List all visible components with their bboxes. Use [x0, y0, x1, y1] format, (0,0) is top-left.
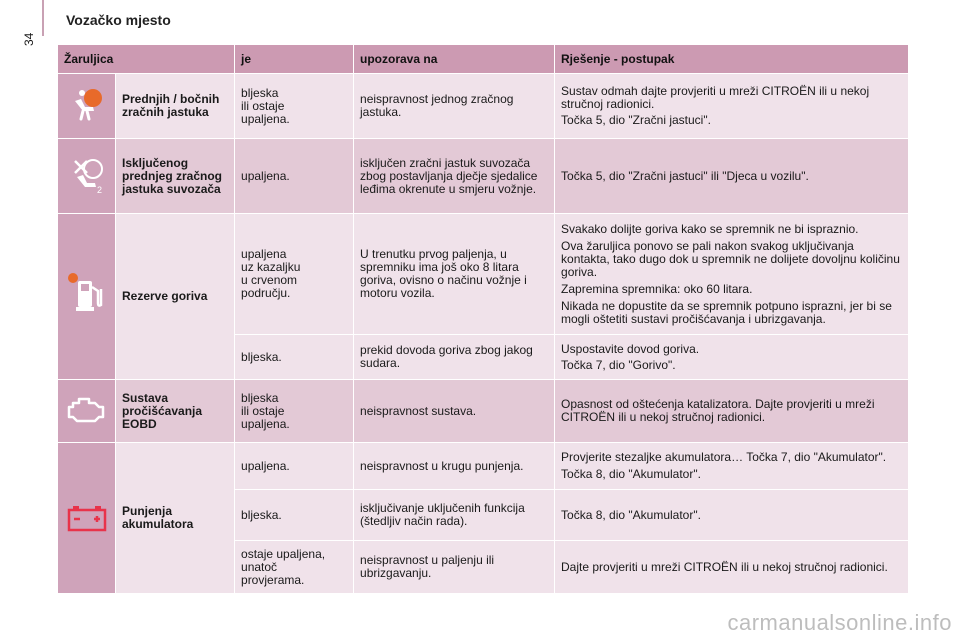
- solution-cell: Sustav odmah dajte provjeriti u mreži CITROËN ili u nekoj stručnoj radionici. Točka 5, dio "Zračni jastuci".: [555, 74, 908, 138]
- side-rule: [42, 0, 44, 36]
- table-row: [58, 380, 908, 442]
- icon-cell: [58, 139, 115, 213]
- light-name: Sustava pročišćavanja EOBD: [116, 380, 234, 442]
- state-cell: upaljena.: [235, 443, 353, 489]
- warning-cell: isključivanje uključenih funkcija (štedljiv način rada).: [354, 490, 554, 540]
- icon-cell: [58, 443, 115, 593]
- state-cell: upaljena uz kazaljku u crvenom području.: [235, 214, 353, 334]
- header-zaruljica: Žaruljica: [58, 45, 234, 73]
- state-cell: bljeska.: [235, 490, 353, 540]
- passenger-airbag-off-icon: [67, 155, 107, 195]
- battery-icon: [65, 502, 109, 532]
- state-cell: bljeska.: [235, 335, 353, 379]
- header-rjesenje: Rješenje - postupak: [555, 45, 908, 73]
- light-name: Rezerve goriva: [116, 214, 234, 379]
- solution-cell: Točka 8, dio "Akumulator".: [555, 490, 908, 540]
- icon-cell: [58, 74, 115, 138]
- table-row: [58, 443, 908, 489]
- icon-cell: [58, 214, 115, 379]
- warning-cell: neispravnost sustava.: [354, 380, 554, 442]
- airbag-warning-icon: [67, 85, 107, 125]
- header-upozorava: upozorava na: [354, 45, 554, 73]
- section-title: Vozačko mjesto: [66, 12, 171, 28]
- warning-cell: neispravnost jednog zračnog jastuka.: [354, 74, 554, 138]
- solution-cell: Svakako dolijte goriva kako se spremnik ne bi ispraznio. Ova žaruljica ponovo se pali nakon svakog uključivanja kontakta, tako dugo dok u spremnik ne dolijete dovoljnu količinu goriva. Zapremina spremnika: oko 60 litara. Nikada ne dopustite da se spremnik potpuno isprazni, jer bi se mogli oštetiti sustavi pročišćavanja i ubrizgavanja.: [555, 214, 908, 334]
- light-name: Prednjih / bočnih zračnih jastuka: [116, 74, 234, 138]
- table-row: [58, 139, 908, 213]
- svg-text:2: 2: [96, 184, 102, 195]
- solution-cell: Uspostavite dovod goriva. Točka 7, dio "Gorivo".: [555, 335, 908, 379]
- engine-check-icon: [65, 393, 109, 427]
- warning-cell: U trenutku prvog paljenja, u spremniku ima još oko 8 litara goriva, ovisno o načinu vožnje i motoru vozila.: [354, 214, 554, 334]
- state-cell: ostaje upaljena, unatoč provjerama.: [235, 541, 353, 593]
- solution-cell: Dajte provjeriti u mreži CITROËN ili u nekoj stručnoj radionici.: [555, 541, 908, 593]
- state-cell: upaljena.: [235, 139, 353, 213]
- warning-cell: neispravnost u paljenju ili ubrizgavanju.: [354, 541, 554, 593]
- fuel-pump-icon: [66, 271, 108, 319]
- state-cell: bljeska ili ostaje upaljena.: [235, 74, 353, 138]
- state-cell: bljeska ili ostaje upaljena.: [235, 380, 353, 442]
- warning-cell: neispravnost u krugu punjenja.: [354, 443, 554, 489]
- warning-cell: isključen zračni jastuk suvozača zbog postavljanja dječje sjedalice leđima okrenute u smjeru vožnje.: [354, 139, 554, 213]
- light-name: Punjenja akumulatora: [116, 443, 234, 593]
- watermark: carmanualsonline.info: [727, 610, 952, 635]
- table-header-row: [58, 45, 908, 73]
- warning-cell: prekid dovoda goriva zbog jakog sudara.: [354, 335, 554, 379]
- warning-lights-table: [57, 44, 909, 594]
- solution-cell: Provjerite stezaljke akumulatora… Točka 7, dio "Akumulator". Točka 8, dio "Akumulator".: [555, 443, 908, 489]
- page-number: 34: [22, 32, 36, 46]
- table-row: [58, 214, 908, 334]
- icon-cell: [58, 380, 115, 442]
- solution-cell: Opasnost od oštećenja katalizatora. Dajte provjeriti u mreži CITROËN ili u nekoj stručnoj radionici.: [555, 380, 908, 442]
- table-row: [58, 74, 908, 138]
- light-name: Isključenog prednjeg zračnog jastuka suvozača: [116, 139, 234, 213]
- solution-cell: Točka 5, dio "Zračni jastuci" ili "Djeca u vozilu".: [555, 139, 908, 213]
- header-je: je: [235, 45, 353, 73]
